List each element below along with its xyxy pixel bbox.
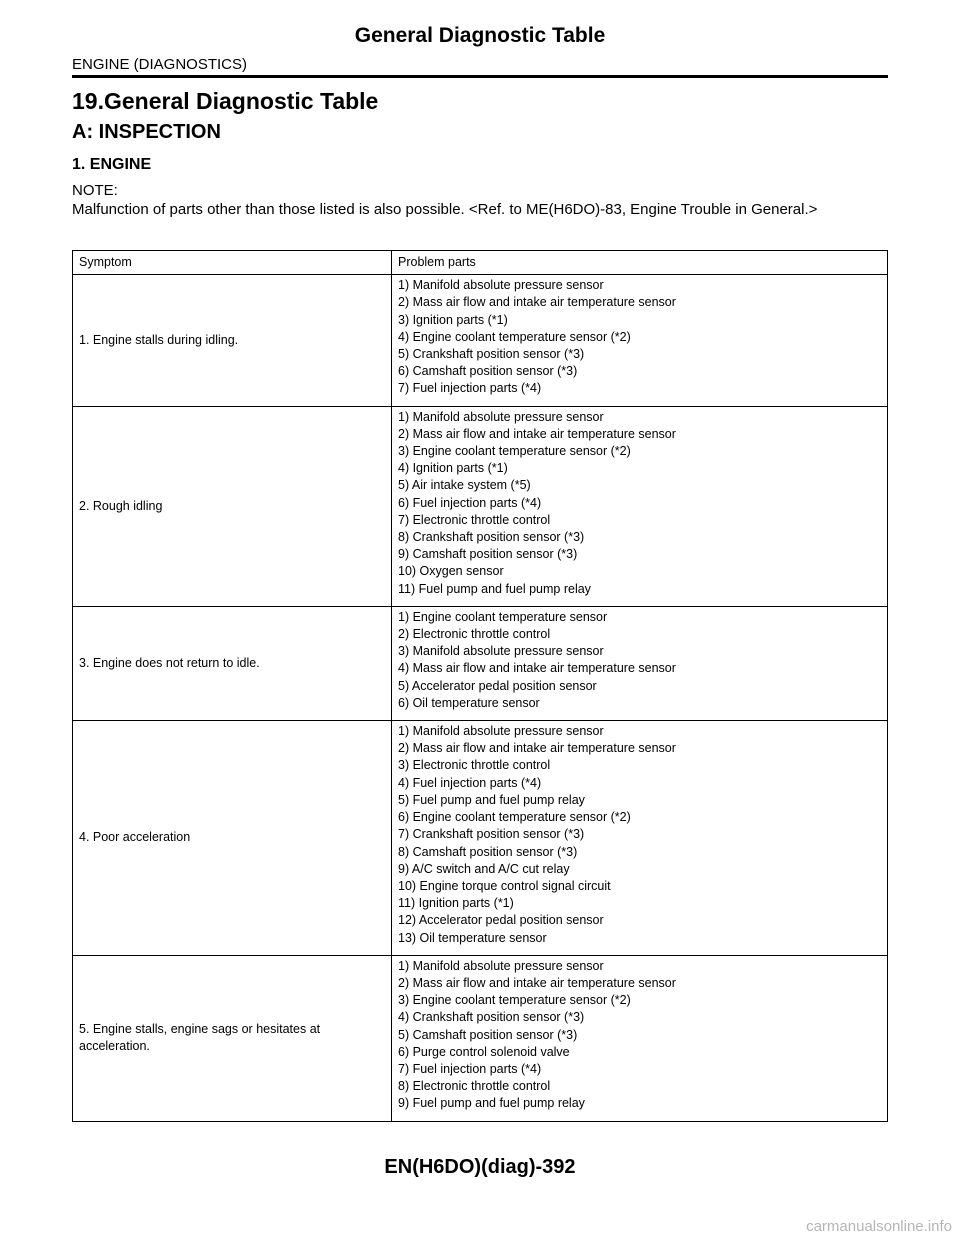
problem-part-item: 4) Crankshaft position sensor (*3) (398, 1010, 585, 1025)
problem-part-item: 5) Accelerator pedal position sensor (398, 678, 597, 693)
problem-part-item: 5) Camshaft position sensor (*3) (398, 1027, 578, 1042)
problem-part-item: 3) Manifold absolute pressure sensor (398, 644, 604, 659)
problem-parts-cell (392, 406, 888, 606)
problem-part-item: 4) Ignition parts (*1) (398, 461, 508, 476)
problem-part-item: 6) Purge control solenoid valve (398, 1044, 570, 1059)
problem-part-item: 4) Mass air flow and intake air temperature sensor (398, 661, 676, 676)
problem-part-item: 8) Electronic throttle control (398, 1079, 551, 1094)
problem-part-item: 12) Accelerator pedal position sensor (398, 913, 604, 928)
note-block (72, 181, 888, 219)
problem-part-item: 10) Oxygen sensor (398, 564, 504, 579)
problem-part-item: 7) Fuel injection parts (*4) (398, 1061, 542, 1076)
problem-part-item: 10) Engine torque control signal circuit (398, 878, 611, 893)
problem-part-item: 4) Engine coolant temperature sensor (*2) (398, 329, 631, 344)
diagnostic-table (72, 250, 888, 1122)
problem-part-item: 9) Camshaft position sensor (*3) (398, 547, 578, 562)
problem-part-item: 7) Fuel injection parts (*4) (398, 381, 542, 396)
problem-parts-cell (392, 606, 888, 720)
table-body (73, 275, 888, 1121)
symptom-cell: 3. Engine does not return to idle. (73, 606, 392, 720)
problem-part-item: 3) Electronic throttle control (398, 758, 551, 773)
problem-part-item: 9) A/C switch and A/C cut relay (398, 861, 570, 876)
problem-part-item: 7) Electronic throttle control (398, 512, 551, 527)
problem-parts-cell (392, 275, 888, 406)
problem-part-item: 1) Manifold absolute pressure sensor (398, 724, 604, 739)
symptom-cell: 1. Engine stalls during idling. (73, 275, 392, 406)
page-number: EN(H6DO)(diag)-392 (384, 1156, 576, 1178)
problem-part-item: 7) Crankshaft position sensor (*3) (398, 827, 585, 842)
problem-part-item: 1) Manifold absolute pressure sensor (398, 958, 604, 973)
problem-part-item: 3) Engine coolant temperature sensor (*2) (398, 993, 631, 1008)
column-header-problem-parts: Problem parts (392, 251, 888, 275)
table-row (73, 406, 888, 606)
problem-part-item: 1) Manifold absolute pressure sensor (398, 278, 604, 293)
symptom-cell: 4. Poor acceleration (73, 721, 392, 956)
problem-part-item: 6) Fuel injection parts (*4) (398, 495, 542, 510)
problem-part-item: 2) Mass air flow and intake air temperature sensor (398, 295, 676, 310)
page-title: General Diagnostic Table (354, 24, 606, 47)
watermark: carmanualsonline.info (806, 1218, 952, 1235)
note-text: Malfunction of parts other than those listed is also possible. <Ref. to ME(H6DO)-83, Engine Trouble in General.> (72, 201, 818, 218)
table-row (73, 275, 888, 406)
problem-part-item: 11) Ignition parts (*1) (398, 896, 514, 911)
subsection-heading: A: INSPECTION (72, 121, 221, 143)
problem-part-item: 5) Fuel pump and fuel pump relay (398, 792, 585, 807)
problem-part-item: 8) Camshaft position sensor (*3) (398, 844, 578, 859)
problem-part-item: 5) Air intake system (*5) (398, 478, 531, 493)
problem-part-item: 1) Engine coolant temperature sensor (398, 609, 608, 624)
table-row (73, 606, 888, 720)
column-header-symptom: Symptom (73, 251, 392, 275)
problem-part-item: 3) Engine coolant temperature sensor (*2) (398, 444, 631, 459)
problem-part-item: 6) Camshaft position sensor (*3) (398, 364, 578, 379)
table-header-row (73, 251, 888, 275)
problem-part-item: 13) Oil temperature sensor (398, 930, 547, 945)
symptom-cell: 2. Rough idling (73, 406, 392, 606)
problem-part-item: 9) Fuel pump and fuel pump relay (398, 1096, 585, 1111)
subsubsection-heading: 1. ENGINE (72, 156, 152, 173)
section-heading: 19.General Diagnostic Table (72, 88, 379, 114)
header-rule (72, 75, 888, 78)
problem-part-item: 2) Mass air flow and intake air temperature sensor (398, 975, 676, 990)
section-label: ENGINE (DIAGNOSTICS) (72, 56, 248, 73)
table-row (73, 721, 888, 956)
problem-part-item: 6) Oil temperature sensor (398, 695, 540, 710)
problem-part-item: 5) Crankshaft position sensor (*3) (398, 347, 585, 362)
problem-part-item: 3) Ignition parts (*1) (398, 312, 508, 327)
problem-parts-cell (392, 955, 888, 1121)
problem-part-item: 8) Crankshaft position sensor (*3) (398, 530, 585, 545)
problem-part-item: 2) Electronic throttle control (398, 627, 551, 642)
symptom-cell: 5. Engine stalls, engine sags or hesitates at acceleration. (73, 955, 392, 1121)
problem-part-item: 11) Fuel pump and fuel pump relay (398, 581, 591, 596)
problem-part-item: 2) Mass air flow and intake air temperature sensor (398, 426, 676, 441)
problem-part-item: 2) Mass air flow and intake air temperature sensor (398, 741, 676, 756)
problem-parts-cell (392, 721, 888, 956)
problem-part-item: 6) Engine coolant temperature sensor (*2) (398, 810, 631, 825)
note-label: NOTE: (72, 182, 118, 199)
problem-part-item: 4) Fuel injection parts (*4) (398, 775, 542, 790)
table-row (73, 955, 888, 1121)
problem-part-item: 1) Manifold absolute pressure sensor (398, 409, 604, 424)
